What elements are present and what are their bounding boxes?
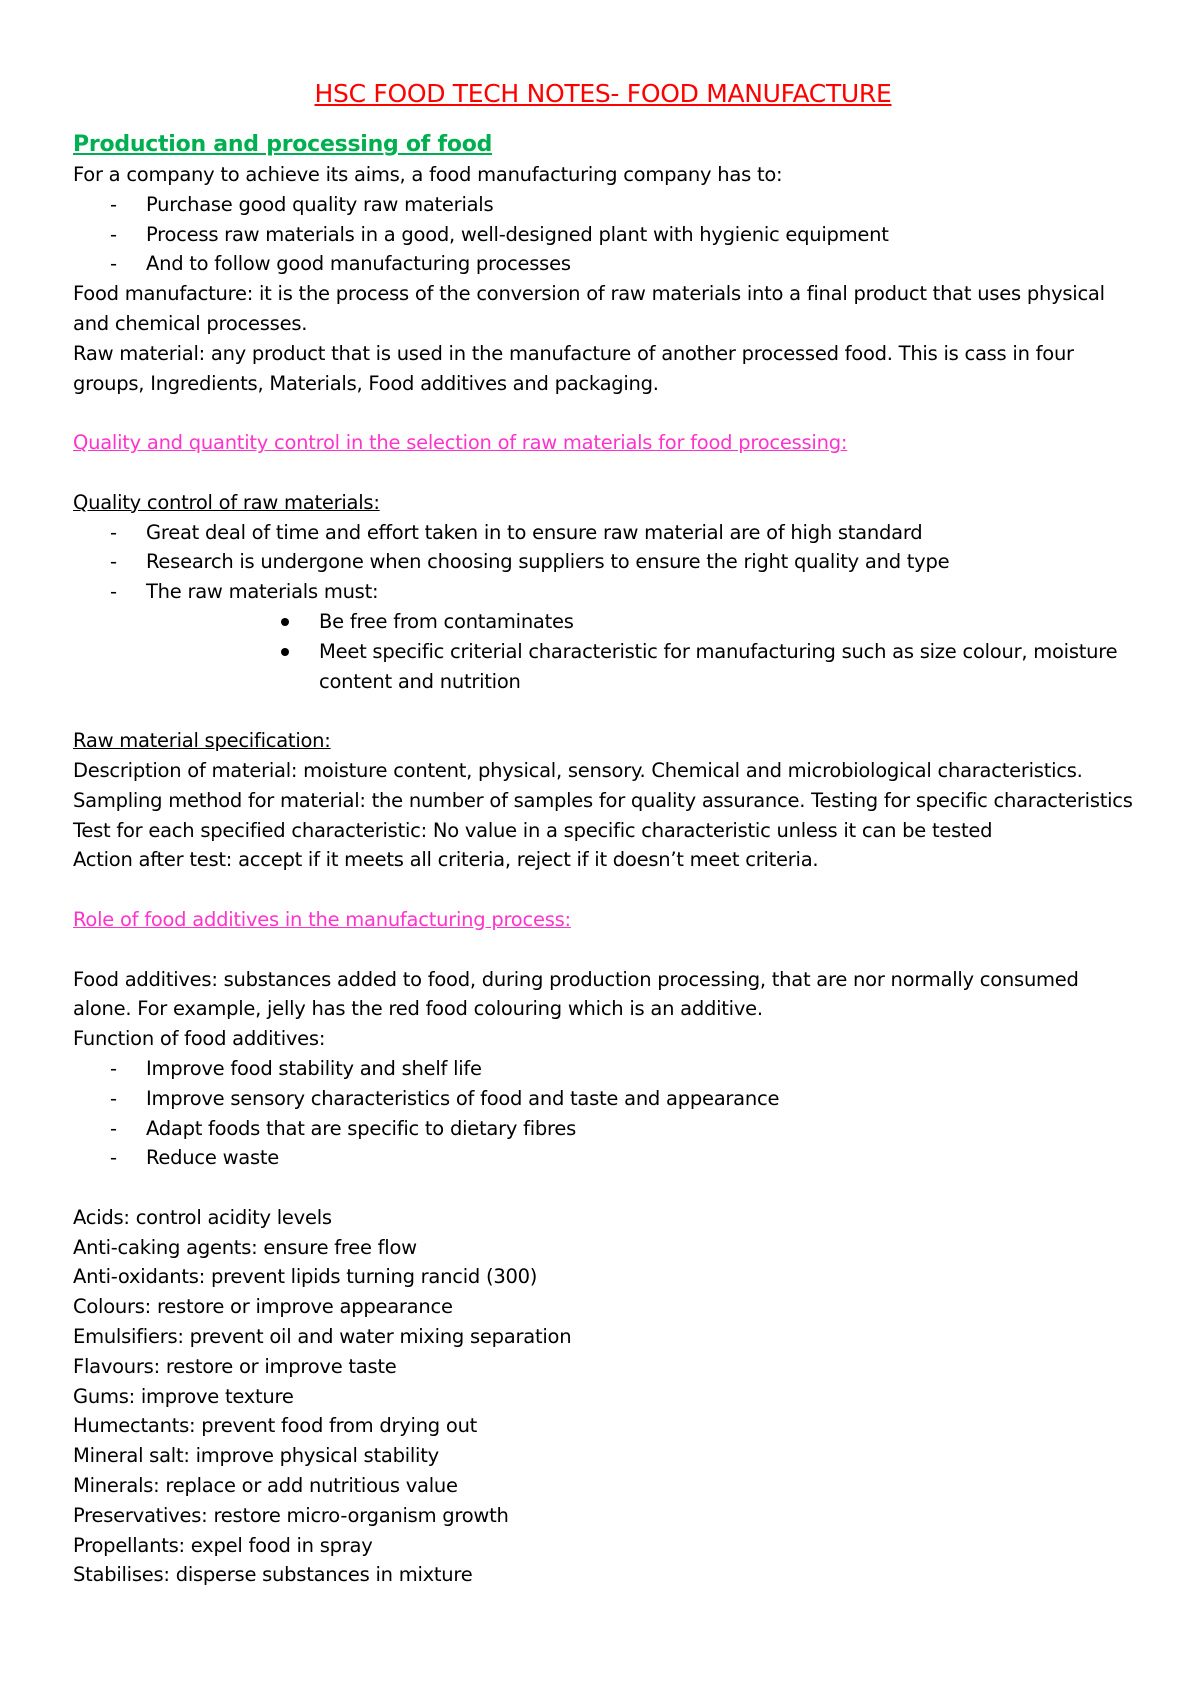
additive-type-line: Anti-oxidants: prevent lipids turning rancid (300) — [73, 1265, 538, 1289]
specification-line: Description of material: moisture content, physical, sensory. Chemical and microbiological characteristics. — [73, 758, 1083, 782]
document-title: HSC FOOD TECH NOTES- FOOD MANUFACTURE — [314, 79, 892, 108]
list-item: - Great deal of time and effort taken in to ensure raw material are of high standard — [73, 518, 1133, 548]
bullet-item: Be free from contaminates — [73, 607, 1133, 637]
list-item: - Improve sensory characteristics of food and taste and appearance — [73, 1084, 1133, 1114]
additive-type-line: Emulsifiers: prevent oil and water mixing separation — [73, 1325, 572, 1349]
subheading-quality-control-raw: Quality control of raw materials: — [73, 490, 380, 514]
list-item: - Reduce waste — [73, 1143, 1133, 1173]
aims-list — [73, 190, 1133, 279]
list-item: - Improve food stability and shelf life — [73, 1054, 1133, 1084]
additive-type-line: Stabilises: disperse substances in mixture — [73, 1563, 473, 1587]
quality-control-list — [73, 518, 1133, 607]
specification-line: Action after test: accept if it meets all criteria, reject if it doesn’t meet criteria. — [73, 848, 819, 872]
specification-line: Sampling method for material: the number of samples for quality assurance. Testing for specific characteristics — [73, 788, 1133, 812]
specification-line: Test for each specified characteristic: No value in a specific characteristic unless it can be tested — [73, 818, 993, 842]
function-heading: Function of food additives: — [73, 1027, 326, 1051]
raw-materials-must-list — [73, 607, 1133, 696]
section-intro: For a company to achieve its aims, a food manufacturing company has to: — [73, 163, 783, 186]
list-item: - Purchase good quality raw materials — [73, 190, 1133, 220]
additive-type-line: Minerals: replace or add nutritious value — [73, 1474, 458, 1498]
section-heading-quality-control: Quality and quantity control in the selection of raw materials for food processing: — [73, 431, 848, 455]
subheading-raw-material-specification: Raw material specification: — [73, 729, 331, 753]
list-item: - And to follow good manufacturing processes — [73, 249, 1133, 279]
spacer — [73, 1173, 1133, 1203]
section-heading-production: Production and processing of food — [73, 132, 493, 157]
food-additives-definition: Food additives: substances added to food, during production processing, that are nor normally consumed alone. For example, jelly has the red food colouring which is an additive. — [73, 967, 1079, 1021]
section-heading-food-additives: Role of food additives in the manufacturing process: — [73, 907, 571, 931]
additive-type-line: Gums: improve texture — [73, 1384, 294, 1408]
list-item: - The raw materials must: — [73, 577, 1133, 607]
food-manufacture-definition: Food manufacture: it is the process of the conversion of raw materials into a final product that uses physical and chemical processes. — [73, 282, 1105, 335]
spacer — [73, 398, 1133, 428]
raw-material-definition: Raw material: any product that is used in the manufacture of another processed food. This is cass in four groups, Ingredients, Materials, Food additives and packaging. — [73, 341, 1074, 395]
list-item: - Adapt foods that are specific to dietary fibres — [73, 1114, 1133, 1144]
document-content — [73, 78, 1133, 1590]
additive-type-line: Flavours: restore or improve taste — [73, 1354, 397, 1378]
additive-type-line: Propellants: expel food in spray — [73, 1533, 373, 1557]
bullet-item: Meet specific criterial characteristic for manufacturing such as size colour, moisture content and nutrition — [73, 637, 1133, 697]
list-item: - Process raw materials in a good, well-designed plant with hygienic equipment — [73, 220, 1133, 250]
additive-type-line: Anti-caking agents: ensure free flow — [73, 1235, 417, 1259]
additive-type-line: Preservatives: restore micro-organism growth — [73, 1503, 509, 1527]
list-item: - Research is undergone when choosing suppliers to ensure the right quality and type — [73, 547, 1133, 577]
additive-type-line: Colours: restore or improve appearance — [73, 1295, 453, 1319]
additive-type-line: Humectants: prevent food from drying out — [73, 1414, 478, 1438]
additive-type-line: Acids: control acidity levels — [73, 1205, 332, 1229]
additive-functions-list — [73, 1054, 1133, 1173]
additive-types-list — [73, 1203, 1133, 1590]
spacer — [73, 696, 1133, 726]
spacer — [73, 458, 1133, 488]
spacer — [73, 875, 1133, 905]
additive-type-line: Mineral salt: improve physical stability — [73, 1444, 439, 1468]
spacer — [73, 935, 1133, 965]
